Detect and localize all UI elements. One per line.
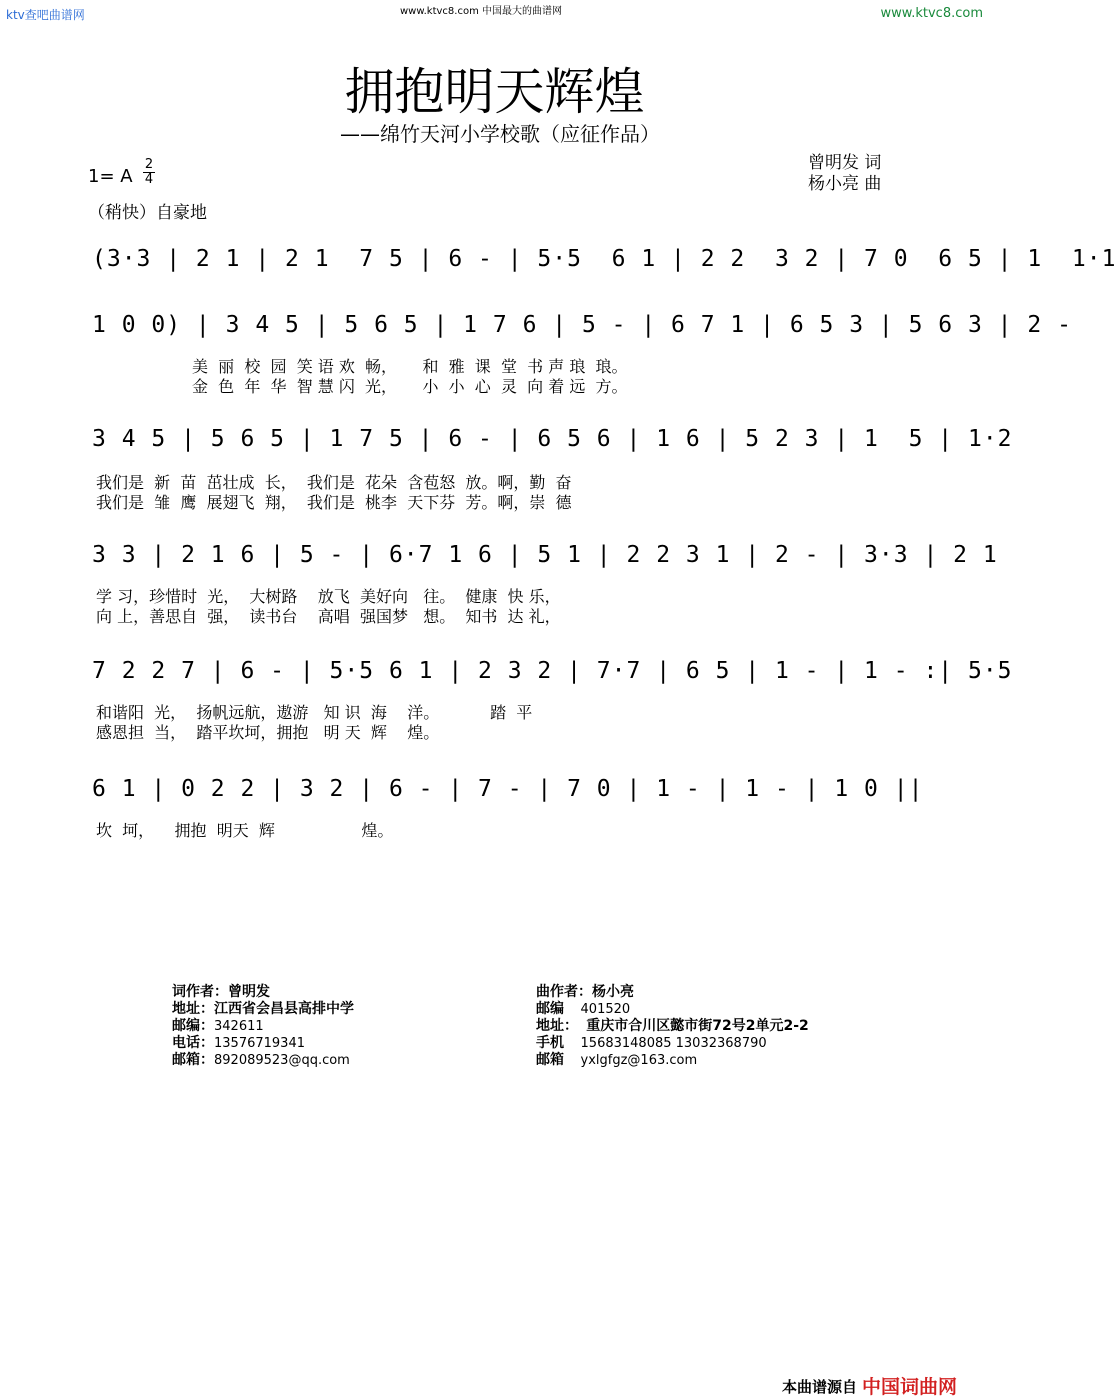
lyrics-verse-1: 学 习，珍惜时 光， 大树路 放飞 美好向 往。 健康 快 乐，	[96, 587, 561, 606]
key-signature: 1= A	[88, 166, 133, 187]
site-url-right[interactable]: www.ktvc8.com	[880, 6, 983, 21]
tempo-marking: （稍快）自豪地	[88, 203, 207, 223]
lyrics-verse-2: 向 上，善思自 强， 读书台 高唱 强国梦 想。 知书 达 礼，	[96, 607, 561, 626]
score-system-4	[92, 542, 998, 626]
site-logo-left[interactable]: ktv查吧曲谱网	[6, 8, 85, 22]
composer-address-row: 地址： 重庆市合川区懿市街72号2单元2-2	[536, 1018, 809, 1034]
lyricist-email-row: 邮箱：892089523@qq.com	[172, 1052, 350, 1068]
notation-line: 3 3 | 2 1 6 | 5 - | 6·7 1 6 | 5 1 | 2 2 3 1 | 2 - | 3·3 | 2 1	[92, 542, 998, 568]
score-system-5	[92, 658, 1013, 742]
lyricist-postcode-row: 邮编：342611	[172, 1018, 264, 1034]
lyrics-verse-1: 美 丽 校 园 笑 语 欢 畅， 和 雅 课 堂 书 声 琅 琅。	[192, 357, 628, 376]
lyrics-verse-1: 我们是 新 苗 茁壮成 长， 我们是 花朵 含苞怒 放。啊，勤 奋	[96, 473, 572, 492]
time-signature-bottom: 4	[144, 172, 154, 187]
composer-credit: 杨小亮 曲	[808, 174, 882, 194]
composer-email-row: 邮箱 yxlgfgz@163.com	[536, 1052, 698, 1068]
lyrics-verse-1: 坎 坷， 拥抱 明天 辉 煌。	[96, 821, 394, 840]
lyricist-name-row: 词作者：曾明发	[172, 984, 270, 1000]
lyricist-phone-row: 电话：13576719341	[172, 1035, 305, 1051]
time-signature-top: 2	[144, 157, 154, 172]
score-system-3	[92, 426, 1013, 512]
composer-info	[536, 984, 809, 1069]
notation-line: (3·3 | 2 1 | 2 1 7 5 | 6 - | 5·5 6 1 | 2 2 3 2 | 7 0 6 5 | 1 1·1	[92, 246, 1116, 272]
lyrics-verse-2: 感恩担 当， 踏平坎坷，拥抱 明 天 辉 煌。	[96, 723, 440, 742]
lyrics-verse-2: 金 色 年 华 智 慧 闪 光， 小 小 心 灵 向 着 远 方。	[192, 377, 628, 396]
notation-line: 6 1 | 0 2 2 | 3 2 | 6 - | 7 - | 7 0 | 1 - | 1 - | 1 0 ||	[92, 776, 924, 802]
lyrics-verse-2: 我们是 雏 鹰 展翅飞 翔， 我们是 桃李 天下芬 芳。啊，崇 德	[96, 493, 572, 512]
score-system-2	[92, 312, 1072, 396]
lyrics-verse-1: 和谐阳 光， 扬帆远航，遨游 知 识 海 洋。 踏 平	[96, 703, 533, 722]
time-signature	[143, 158, 155, 187]
lyricist-address-row: 地址：江西省会昌县高排中学	[172, 1001, 354, 1017]
notation-line: 3 4 5 | 5 6 5 | 1 7 5 | 6 - | 6 5 6 | 1 6 | 5 2 3 | 1 5 | 1·2	[92, 426, 1013, 452]
notation-line: 7 2 2 7 | 6 - | 5·5 6 1 | 2 3 2 | 7·7 | 6 5 | 1 - | 1 - :| 5·5	[92, 658, 1013, 684]
lyricist-credit: 曾明发 词	[808, 153, 882, 173]
song-subtitle: ——绵竹天河小学校歌（应征作品）	[340, 122, 660, 146]
footer-site-logo[interactable]: 中国词曲网	[862, 1376, 958, 1398]
score-system-1	[92, 246, 1116, 286]
song-title: 拥抱明天辉煌	[344, 63, 645, 121]
composer-mobile-row: 手机 15683148085 13032368790	[536, 1035, 767, 1051]
notation-line: 1 0 0) | 3 4 5 | 5 6 5 | 1 7 6 | 5 - | 6 7 1 | 6 5 3 | 5 6 3 | 2 -	[92, 312, 1072, 338]
composer-postcode-row: 邮编 401520	[536, 1001, 631, 1017]
composer-name-row: 曲作者：杨小亮	[536, 984, 634, 1000]
site-banner-center[interactable]: www.ktvc8.com 中国最大的曲谱网	[400, 6, 563, 17]
footer-source-label: 本曲谱源自	[782, 1378, 858, 1396]
score-system-6	[92, 776, 924, 840]
lyricist-info	[172, 984, 354, 1069]
